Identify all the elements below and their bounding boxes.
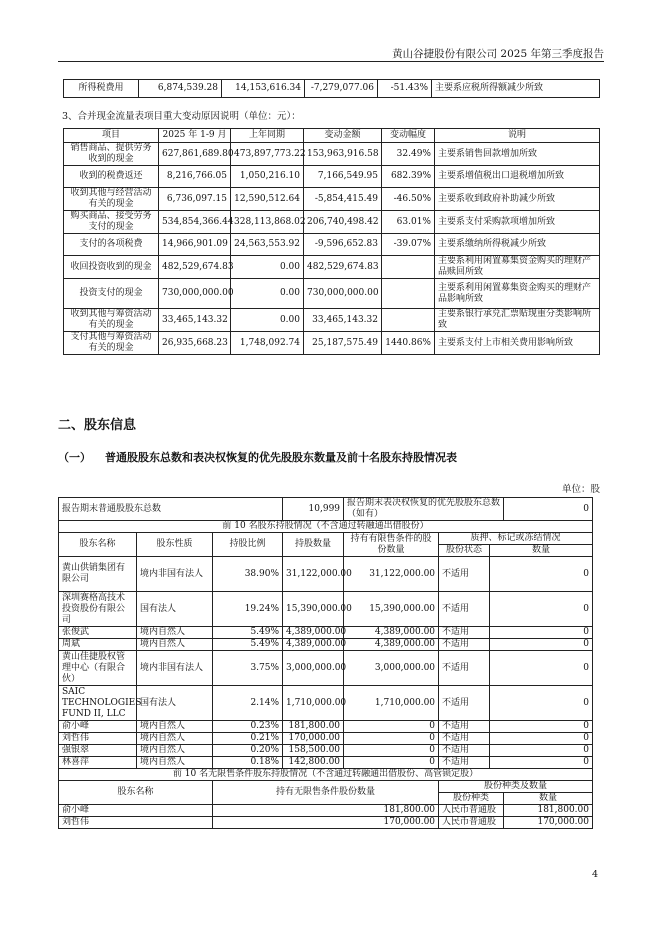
total-value: 10,999 — [283, 498, 344, 521]
row-item: 支付其他与筹资活动有关的现金 — [64, 332, 159, 355]
u-holder-qty: 170,000.00 — [213, 817, 439, 829]
top10-title-row — [59, 521, 593, 533]
tax-current: 6,874,539.28 — [139, 80, 222, 98]
holder-status: 不适用 — [439, 757, 490, 769]
holder-restricted: 0 — [344, 745, 439, 757]
table-row — [59, 592, 593, 627]
table-row — [59, 817, 593, 829]
row-current: 14,966,901.09 — [159, 234, 231, 256]
row-pct: 682.39% — [382, 166, 435, 188]
unrestricted-header-row — [59, 781, 593, 793]
holder-qty: 4,389,000.00 — [283, 639, 344, 651]
holder-status: 不适用 — [439, 686, 490, 721]
holder-restricted: 15,390,000.00 — [344, 592, 439, 627]
holder-status: 不适用 — [439, 651, 490, 686]
holder-nature: 境内自然人 — [137, 627, 213, 639]
holder-qty: 31,122,000.00 — [283, 557, 344, 592]
row-change: 153,963,916.58 — [304, 143, 382, 166]
table-row — [64, 143, 600, 166]
table-row — [64, 188, 600, 211]
row-note: 主要系银行承兑汇票贴现重分类影响所致 — [435, 309, 600, 332]
holder-name: 黄山供销集团有限公司 — [59, 557, 137, 592]
holder-ratio: 0.23% — [213, 721, 283, 733]
cashflow-heading: 3、合并现金流量表项目重大变动原因说明（单位：元）： — [62, 111, 301, 122]
row-note: 主要系利用闲置募集资金购买的理财产品赎回所致 — [435, 256, 600, 279]
totals-row — [59, 498, 593, 521]
table-row — [64, 332, 600, 355]
row-pct: -39.07% — [382, 234, 435, 256]
row-note: 主要系增值税出口退税增加所致 — [435, 166, 600, 188]
holder-qty: 142,800.00 — [283, 757, 344, 769]
col-header: 变动金额 — [304, 129, 382, 143]
col-header: 变动幅度 — [382, 129, 435, 143]
holder-status: 不适用 — [439, 627, 490, 639]
u-holder-name: 俞小峰 — [59, 805, 213, 817]
row-item: 销售商品、提供劳务收到的现金 — [64, 143, 159, 166]
holder-restricted: 0 — [344, 733, 439, 745]
row-current: 33,465,143.32 — [159, 309, 231, 332]
top10-title: 前 10 名股东持股情况（不含通过转融通出借股份） — [59, 521, 593, 533]
row-change: -5,854,415.49 — [304, 188, 382, 211]
col-header: 持有有限售条件的股份数量 — [344, 533, 439, 557]
col-header: 持股比例 — [213, 533, 283, 557]
holder-pledge-qty: 0 — [490, 721, 593, 733]
holder-pledge-qty: 0 — [490, 639, 593, 651]
row-pct: 1440.86% — [382, 332, 435, 355]
top10-header-row — [59, 533, 593, 545]
row-item: 收到其他与筹资活动有关的现金 — [64, 309, 159, 332]
holder-nature: 境内自然人 — [137, 757, 213, 769]
holder-ratio: 0.20% — [213, 745, 283, 757]
row-current: 627,861,689.80 — [159, 143, 231, 166]
holder-name: SAIC TECHNOLOGIES FUND II, LLC — [59, 686, 137, 721]
row-note: 主要系利用闲置募集资金购买的理财产品影响所致 — [435, 279, 600, 309]
row-pct: 63.01% — [382, 211, 435, 234]
row-item: 收到其他与经营活动有关的现金 — [64, 188, 159, 211]
holder-nature: 国有法人 — [137, 686, 213, 721]
row-change: 33,465,143.32 — [304, 309, 382, 332]
u-holder-name: 刘哲伟 — [59, 817, 213, 829]
row-item: 购买商品、接受劳务支付的现金 — [64, 211, 159, 234]
holder-status: 不适用 — [439, 721, 490, 733]
page-number: 4 — [591, 869, 598, 880]
row-prior: 1,748,092.74 — [231, 332, 304, 355]
row-current: 6,736,097.15 — [159, 188, 231, 211]
table-row — [59, 557, 593, 592]
col-header: 股东名称 — [59, 781, 213, 805]
col-header: 数量 — [490, 545, 593, 557]
row-pct — [382, 309, 435, 332]
u-holder-kind-qty: 170,000.00 — [504, 817, 593, 829]
row-item: 支付的各项税费 — [64, 234, 159, 256]
holder-name: 俞小峰 — [59, 721, 137, 733]
tax-note: 主要系应税所得额减少所致 — [432, 80, 600, 98]
col-header: 股东性质 — [137, 533, 213, 557]
tax-prior: 14,153,616.34 — [222, 80, 305, 98]
holder-pledge-qty: 0 — [490, 733, 593, 745]
holder-name: 深圳赛格高技术投资股份有限公司 — [59, 592, 137, 627]
row-current: 730,000,000.00 — [159, 279, 231, 309]
row-current: 26,935,668.23 — [159, 332, 231, 355]
holder-pledge-qty: 0 — [490, 627, 593, 639]
subsection-title — [58, 449, 457, 465]
row-prior: 0.00 — [231, 279, 304, 309]
table-row — [64, 234, 600, 256]
pref-value: 0 — [504, 498, 593, 521]
holder-nature: 境内自然人 — [137, 745, 213, 757]
col-header: 质押、标记或冻结情况 — [439, 533, 593, 545]
table-row — [64, 80, 600, 98]
holder-name: 黄山佳捷股权管理中心（有限合伙） — [59, 651, 137, 686]
row-prior: 12,590,512.64 — [231, 188, 304, 211]
row-item: 收回投资收到的现金 — [64, 256, 159, 279]
holder-name: 强银翠 — [59, 745, 137, 757]
unit-label: 单位：股 — [561, 484, 600, 495]
row-pct — [382, 256, 435, 279]
holder-qty: 4,389,000.00 — [283, 627, 344, 639]
holder-pledge-qty: 0 — [490, 686, 593, 721]
col-header: 数量 — [504, 793, 593, 805]
row-note: 主要系支付上市相关费用影响所致 — [435, 332, 600, 355]
table-row — [59, 627, 593, 639]
table-row — [59, 651, 593, 686]
holder-restricted: 31,122,000.00 — [344, 557, 439, 592]
row-pct — [382, 279, 435, 309]
holder-qty: 170,000.00 — [283, 733, 344, 745]
u-holder-kind: 人民币普通股 — [439, 805, 504, 817]
holder-restricted: 4,389,000.00 — [344, 627, 439, 639]
holder-status: 不适用 — [439, 745, 490, 757]
tax-table — [63, 79, 600, 98]
holder-ratio: 3.75% — [213, 651, 283, 686]
col-header: 股东名称 — [59, 533, 137, 557]
row-note: 主要系支付采购款项增加所致 — [435, 211, 600, 234]
holder-pledge-qty: 0 — [490, 757, 593, 769]
row-change: 7,166,549.95 — [304, 166, 382, 188]
table-row — [59, 757, 593, 769]
holder-nature: 境内自然人 — [137, 721, 213, 733]
holder-status: 不适用 — [439, 639, 490, 651]
row-item: 投资支付的现金 — [64, 279, 159, 309]
table-row — [59, 805, 593, 817]
subsection-text: 普通股股东总数和表决权恢复的优先股股东数量及前十名股东持股情况表 — [105, 451, 457, 464]
row-current: 482,529,674.83 — [159, 256, 231, 279]
tax-change: -7,279,077.06 — [305, 80, 378, 98]
row-prior: 1,050,216.10 — [231, 166, 304, 188]
holder-nature: 境内自然人 — [137, 639, 213, 651]
holder-restricted: 0 — [344, 721, 439, 733]
table-row — [59, 686, 593, 721]
holder-pledge-qty: 0 — [490, 557, 593, 592]
table-row — [64, 211, 600, 234]
holder-ratio: 5.49% — [213, 627, 283, 639]
holder-pledge-qty: 0 — [490, 651, 593, 686]
holder-ratio: 0.21% — [213, 733, 283, 745]
shareholders-table — [58, 497, 593, 829]
holder-status: 不适用 — [439, 592, 490, 627]
row-change: 482,529,674.83 — [304, 256, 382, 279]
holder-status: 不适用 — [439, 733, 490, 745]
total-label: 报告期末普通股股东总数 — [59, 498, 283, 521]
cashflow-table — [63, 128, 600, 355]
holder-ratio: 2.14% — [213, 686, 283, 721]
row-note: 主要系缴纳所得税减少所致 — [435, 234, 600, 256]
subsection-number: （一） — [58, 451, 91, 464]
pref-label: 报告期末表决权恢复的优先股股东总数（如有） — [344, 498, 504, 521]
unrestricted-title-row — [59, 769, 593, 781]
col-header: 项目 — [64, 129, 159, 143]
row-item: 收到的税费返还 — [64, 166, 159, 188]
col-header: 持有无限售条件股份数量 — [213, 781, 439, 805]
col-header: 说明 — [435, 129, 600, 143]
table-row — [64, 256, 600, 279]
row-current: 534,854,366.44 — [159, 211, 231, 234]
row-prior: 328,113,868.02 — [231, 211, 304, 234]
holder-nature: 境内自然人 — [137, 733, 213, 745]
row-current: 8,216,766.05 — [159, 166, 231, 188]
row-prior: 0.00 — [231, 309, 304, 332]
holder-restricted: 4,389,000.00 — [344, 639, 439, 651]
holder-ratio: 38.90% — [213, 557, 283, 592]
table-row — [64, 279, 600, 309]
cashflow-header-row — [64, 129, 600, 143]
col-header: 2025 年 1-9 月 — [159, 129, 231, 143]
holder-qty: 1,710,000.00 — [283, 686, 344, 721]
holder-name: 张俊武 — [59, 627, 137, 639]
holder-ratio: 0.18% — [213, 757, 283, 769]
row-pct: -46.50% — [382, 188, 435, 211]
section-title: 二、股东信息 — [58, 418, 137, 433]
table-row — [59, 745, 593, 757]
row-note: 主要系收到政府补助减少所致 — [435, 188, 600, 211]
holder-name: 刘哲伟 — [59, 733, 137, 745]
row-prior: 24,563,553.92 — [231, 234, 304, 256]
holder-restricted: 0 — [344, 757, 439, 769]
page-header: 黄山谷捷股份有限公司 2025 年第三季度报告 — [392, 48, 604, 60]
col-header: 上年同期 — [231, 129, 304, 143]
tax-pct: -51.43% — [378, 80, 432, 98]
row-change: 206,740,498.42 — [304, 211, 382, 234]
tax-item: 所得税费用 — [64, 80, 139, 98]
col-header: 股份种类 — [439, 793, 504, 805]
holder-status: 不适用 — [439, 557, 490, 592]
holder-name: 林喜萍 — [59, 757, 137, 769]
row-pct: 32.49% — [382, 143, 435, 166]
row-prior: 473,897,773.22 — [231, 143, 304, 166]
table-row — [64, 166, 600, 188]
holder-qty: 15,390,000.00 — [283, 592, 344, 627]
row-change: 730,000,000.00 — [304, 279, 382, 309]
u-holder-kind: 人民币普通股 — [439, 817, 504, 829]
holder-pledge-qty: 0 — [490, 745, 593, 757]
table-row — [64, 309, 600, 332]
holder-qty: 181,800.00 — [283, 721, 344, 733]
holder-name: 周斌 — [59, 639, 137, 651]
holder-qty: 3,000,000.00 — [283, 651, 344, 686]
col-header: 股份种类及数量 — [439, 781, 593, 793]
table-row — [59, 721, 593, 733]
u-holder-kind-qty: 181,800.00 — [504, 805, 593, 817]
table-row — [59, 639, 593, 651]
col-header: 股份状态 — [439, 545, 490, 557]
row-note: 主要系销售回款增加所致 — [435, 143, 600, 166]
col-header: 持股数量 — [283, 533, 344, 557]
row-change: -9,596,652.83 — [304, 234, 382, 256]
holder-ratio: 5.49% — [213, 639, 283, 651]
holder-qty: 158,500.00 — [283, 745, 344, 757]
row-prior: 0.00 — [231, 256, 304, 279]
header-divider — [58, 61, 604, 62]
holder-nature: 国有法人 — [137, 592, 213, 627]
holder-restricted: 1,710,000.00 — [344, 686, 439, 721]
unrestricted-title: 前 10 名无限售条件股东持股情况（不含通过转融通出借股份、高管锁定股） — [59, 769, 593, 781]
holder-nature: 境内非国有法人 — [137, 557, 213, 592]
holder-ratio: 19.24% — [213, 592, 283, 627]
holder-nature: 境内非国有法人 — [137, 651, 213, 686]
u-holder-qty: 181,800.00 — [213, 805, 439, 817]
table-row — [59, 733, 593, 745]
row-change: 25,187,575.49 — [304, 332, 382, 355]
holder-pledge-qty: 0 — [490, 592, 593, 627]
holder-restricted: 3,000,000.00 — [344, 651, 439, 686]
